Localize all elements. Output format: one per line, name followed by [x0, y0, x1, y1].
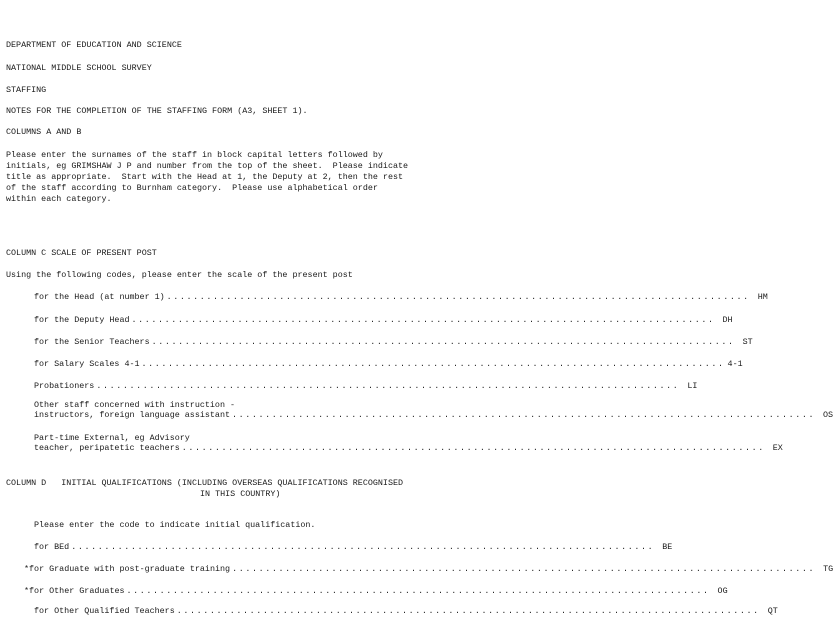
columns-ab-line: title as appropriate. Start with the Head at 1, the Deputy at 2, then the rest — [6, 172, 404, 182]
qualification-code: OG — [717, 586, 728, 596]
leader-dots: ........................................................................................ — [176, 606, 760, 616]
columns-ab-line: of the staff according to Burnham category. Please use alphabetical order — [6, 183, 378, 193]
part-time-line2-row — [34, 443, 783, 454]
scale-code: 4-1 — [727, 359, 743, 369]
part-time-line2: teacher, peripatetic teachers — [34, 443, 180, 454]
column-c-intro: Using the following codes, please enter the scale of the present post — [6, 270, 353, 280]
scale-code: ST — [742, 337, 753, 347]
column-d-intro: Please enter the code to indicate initial qualification. — [34, 520, 316, 530]
scale-code: EX — [772, 443, 783, 454]
qualification-code-row — [34, 606, 778, 616]
scale-code: LI — [687, 381, 698, 391]
leader-dots: ........................................................................................ — [96, 381, 680, 391]
qualification-label: for BEd — [34, 542, 70, 552]
column-d-heading: COLUMN D INITIAL QUALIFICATIONS (INCLUDING OVERSEAS QUALIFICATIONS RECOGNISED — [6, 478, 404, 488]
leader-dots: ........................................................................................ — [131, 315, 715, 325]
columns-ab-line: Please enter the surnames of the staff in block capital letters followed by — [6, 150, 383, 160]
columns-ab-line: initials, eg GRIMSHAW J P and number from the top of the sheet. Please indicate — [6, 161, 409, 171]
scale-code-row — [34, 381, 698, 391]
qualification-code: QT — [767, 606, 778, 616]
column-c-heading: COLUMN C SCALE OF PRESENT POST — [6, 248, 157, 258]
other-staff-row — [34, 400, 833, 421]
section-title: STAFFING — [6, 85, 47, 95]
scale-code-row — [34, 315, 733, 325]
department-title: DEPARTMENT OF EDUCATION AND SCIENCE — [6, 40, 182, 50]
leader-dots: ........................................................................................ — [71, 542, 655, 552]
scale-code-row — [34, 292, 768, 302]
leader-dots: ........................................................................................ — [141, 359, 725, 369]
qualification-code: BE — [662, 542, 673, 552]
notes-title: NOTES FOR THE COMPLETION OF THE STAFFING FORM (A3, SHEET 1). — [6, 106, 308, 116]
other-staff-line1: Other staff concerned with instruction - — [34, 400, 236, 410]
scale-code: OS — [823, 410, 833, 421]
leader-dots: ........................................................................................ — [166, 292, 750, 302]
scale-code-row — [34, 359, 743, 369]
scale-label: for the Deputy Head — [34, 315, 130, 325]
qualification-label: *for Graduate with post-graduate training — [24, 564, 231, 574]
other-staff-line2: instructors, foreign language assistant — [34, 410, 231, 421]
scale-label: for Salary Scales 4-1 — [34, 359, 140, 369]
part-time-row — [34, 433, 783, 454]
scale-label: for the Head (at number 1) — [34, 292, 165, 302]
qualification-code-row — [24, 586, 728, 596]
scale-code: HM — [757, 292, 768, 302]
qualification-label: for Other Qualified Teachers — [34, 606, 175, 616]
column-d-heading-cont: IN THIS COUNTRY) — [200, 489, 281, 499]
columns-ab-line: within each category. — [6, 194, 112, 204]
survey-title: NATIONAL MIDDLE SCHOOL SURVEY — [6, 63, 152, 73]
qualification-code: TG — [823, 564, 833, 574]
leader-dots: ........................................................................................ — [181, 443, 765, 454]
leader-dots: ........................................................................................ — [232, 564, 816, 574]
scale-code-row — [34, 337, 753, 347]
other-staff-line2-row — [34, 410, 833, 421]
leader-dots: ........................................................................................ — [232, 410, 816, 421]
scale-code: DH — [722, 315, 733, 325]
qualification-code-row — [34, 542, 673, 552]
qualification-code-row — [24, 564, 833, 574]
leader-dots: ........................................................................................ — [126, 586, 710, 596]
qualification-label: *for Other Graduates — [24, 586, 125, 596]
part-time-line1: Part-time External, eg Advisory — [34, 433, 190, 443]
scale-label: for the Senior Teachers — [34, 337, 150, 347]
scale-label: Probationers — [34, 381, 95, 391]
leader-dots: ........................................................................................ — [151, 337, 735, 347]
columns-ab-heading: COLUMNS A AND B — [6, 127, 82, 137]
